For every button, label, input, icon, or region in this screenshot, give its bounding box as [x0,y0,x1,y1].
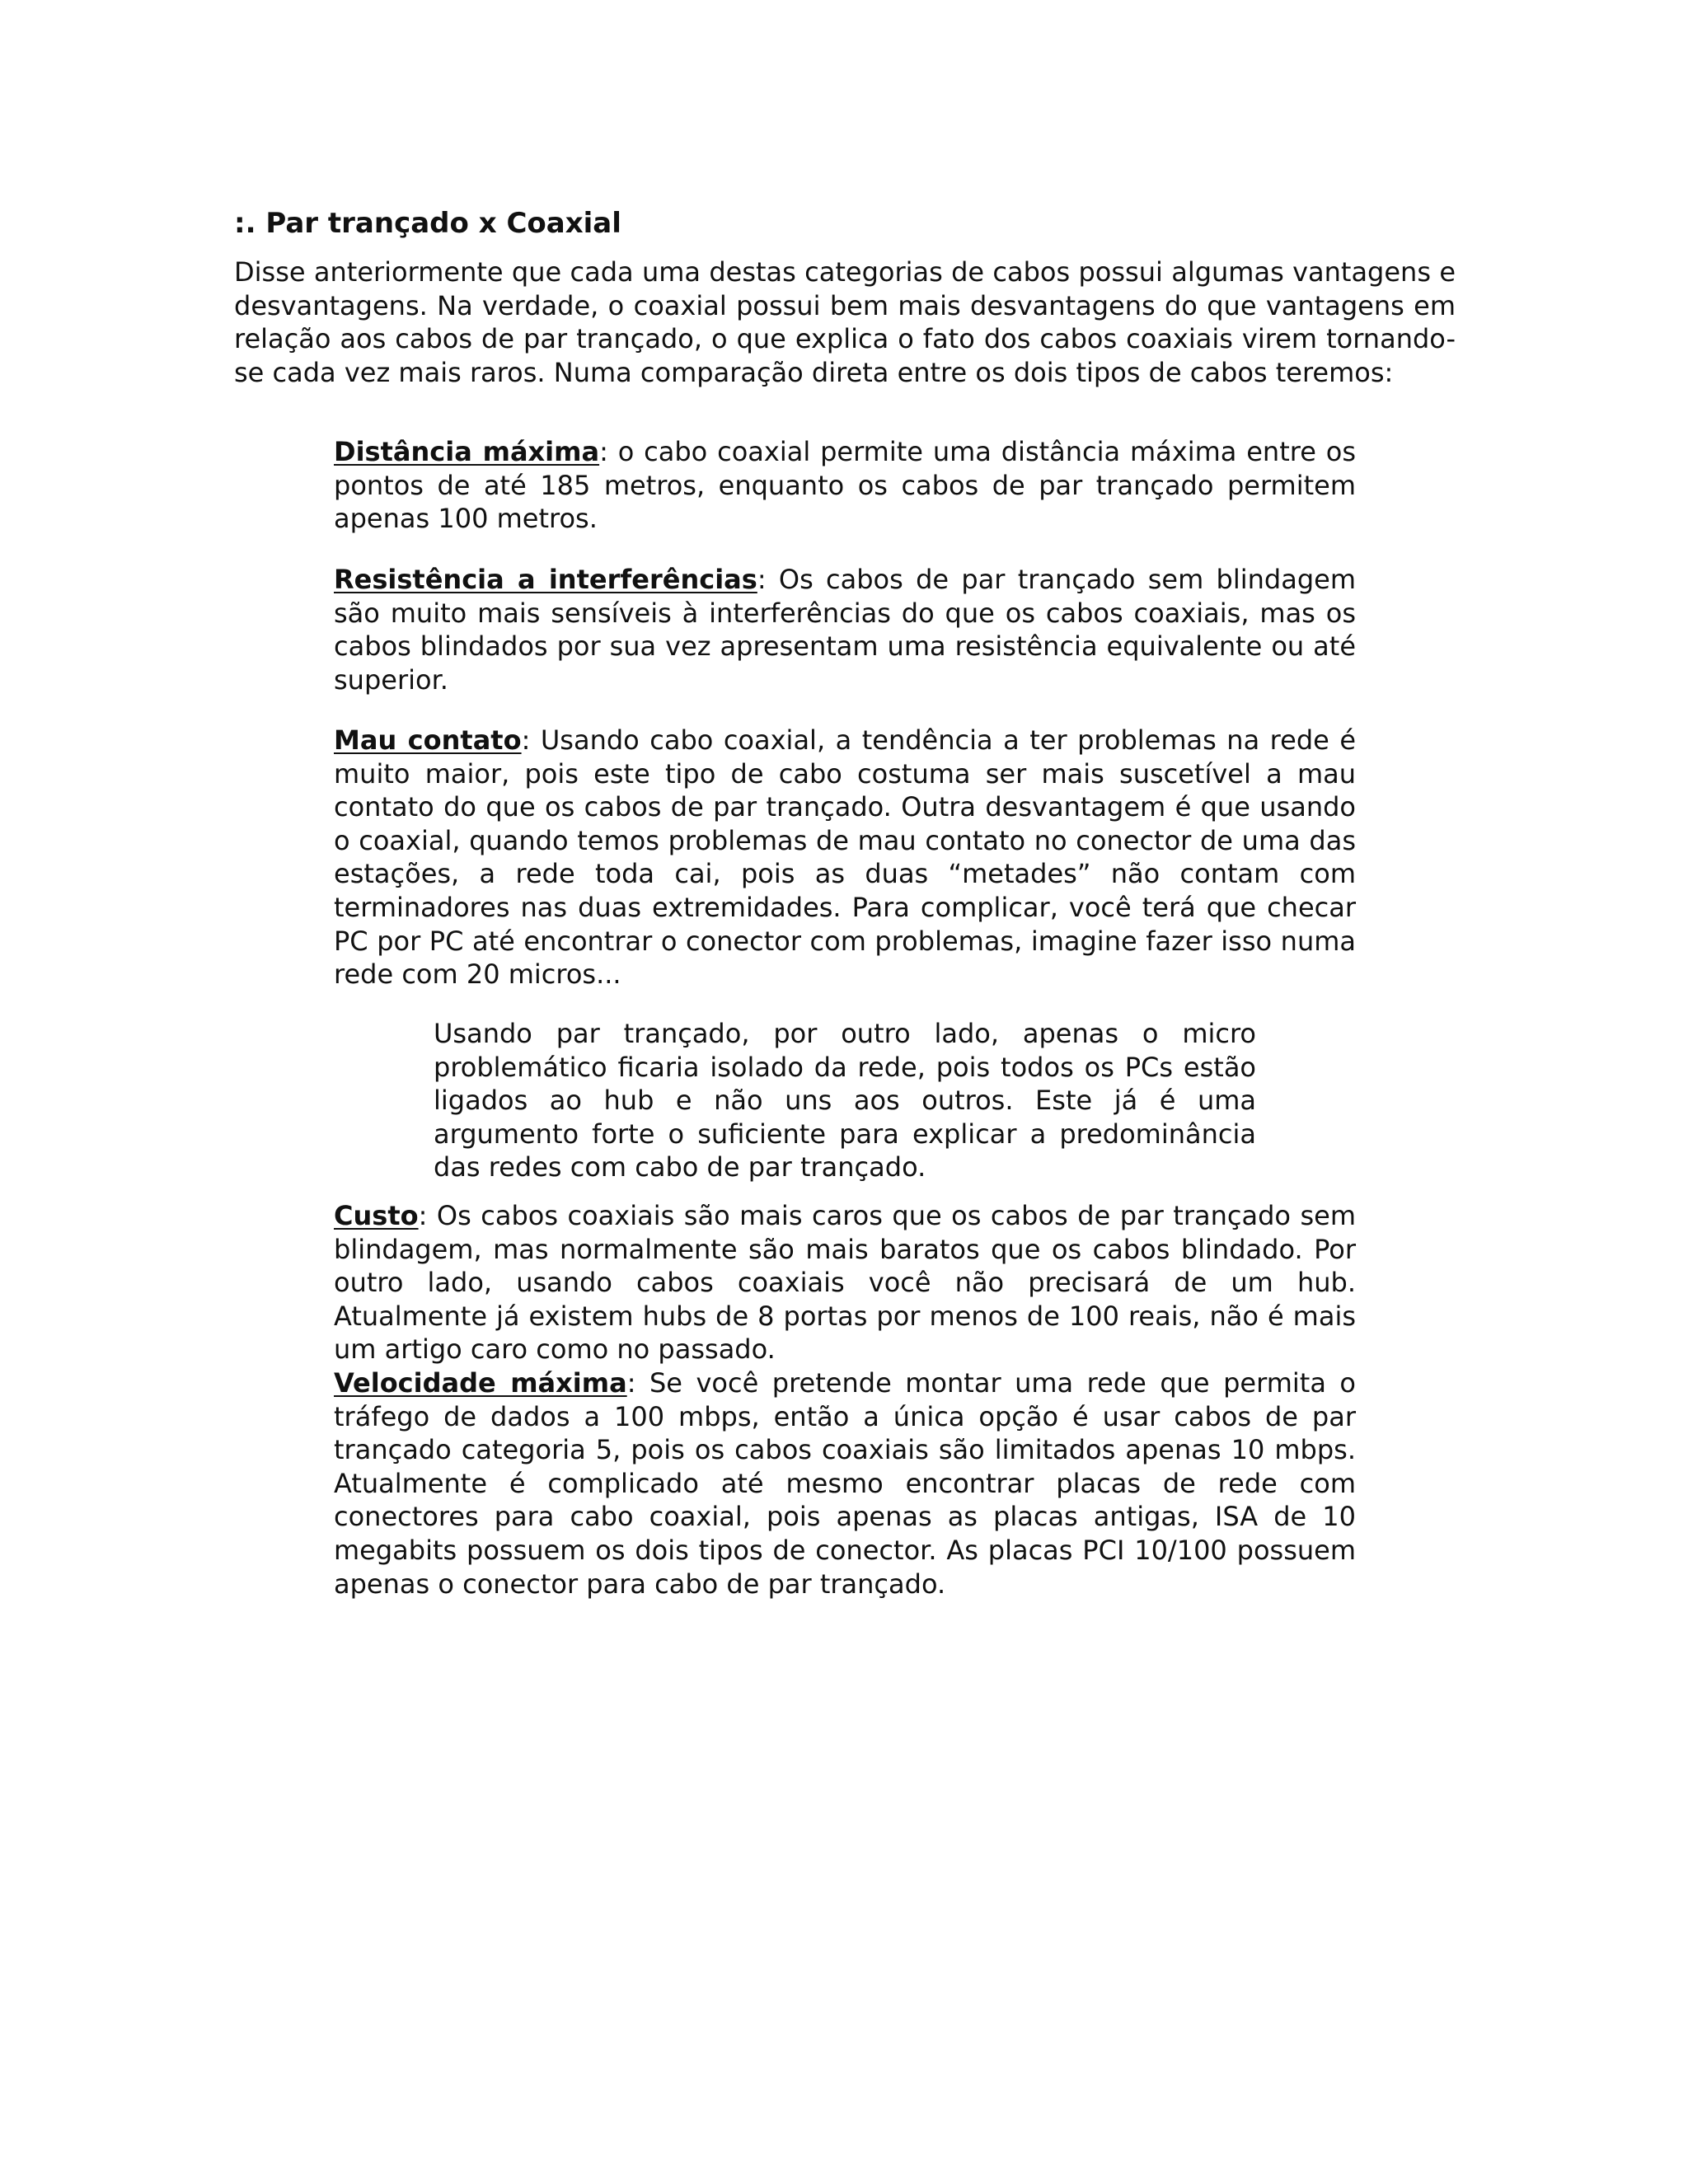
item-text-distancia-maxima: : o cabo coaxial permite uma distância máxima entre os pontos de até 185 metros, enquanto os cabos de par trançado permitem apenas 100 metros. [334,436,1357,535]
term-resistencia-interferencias: Resistência a interferências [334,564,757,595]
term-custo: Custo [334,1200,419,1231]
term-mau-contato: Mau contato [334,724,522,756]
item-text-resistencia-interferencias: : Os cabos de par trançado sem blindagem são muito mais sensíveis à interferências do que os cabos coaxiais, mas os cabos blindados por sua vez apresentam uma resistência equivalente ou até superior. [334,564,1357,696]
item-velocidade-maxima [334,1366,1356,1601]
section-heading: :. Par trançado x Coaxial [234,207,621,240]
item-text-mau-contato: : Usando cabo coaxial, a tendência a ter problemas na rede é muito maior, pois este tipo de cabo costuma ser mais suscetível a mau contato do que os cabos de par trançado. Outra desvantagem é que usando o coaxial, quando temos problemas de mau contato no conector de uma das estações, a rede toda cai, pois as duas “metades” não contam com terminadores nas duas extremidades. Para complicar, você terá que checar PC por PC até encontrar o conector com problemas, imagine fazer isso numa rede com 20 micros... [334,724,1357,991]
item-distancia-maxima [334,435,1356,536]
term-velocidade-maxima: Velocidade máxima [334,1367,627,1399]
item-mau-contato [334,724,1356,991]
item-text-velocidade-maxima: : Se você pretende montar uma rede que permita o tráfego de dados a 100 mbps, então a única opção é usar cabos de par trançado categoria 5, pois os cabos coaxiais são limitados apenas 10 mbps. Atualmente é complicado até mesmo encontrar placas de rede com conectores para cabo coaxial, pois apenas as placas antigas, ISA de 10 megabits possuem os dois tipos de conector. As placas PCI 10/100 possuem apenas o conector para cabo de par trançado. [334,1367,1357,1600]
item-text-custo: : Os cabos coaxiais são mais caros que os cabos de par trançado sem blindagem, mas normalmente são mais baratos que os cabos blindado. Por outro lado, usando cabos coaxiais você não precisará de um hub. Atualmente já existem hubs de 8 portas por menos de 100 reais, não é mais um artigo caro como no passado. [334,1200,1356,1366]
intro-paragraph: Disse anteriormente que cada uma destas categorias de cabos possui algumas vantagens e desvantagens. Na verdade, o coaxial possui bem mais desvantagens do que vantagens em relação aos cabos de par trançado, o que explica o fato dos cabos coaxiais virem tornando-se cada vez mais raros. Numa comparação direta entre os dois tipos de cabos teremos: [234,256,1456,388]
item-custo [334,1199,1356,1366]
term-distancia-maxima: Distância máxima [334,436,600,467]
item-resistencia-interferencias [334,563,1356,696]
nested-paragraph: Usando par trançado, por outro lado, apenas o micro problemático ficaria isolado da rede, pois todos os PCs estão ligados ao hub e não uns aos outros. Este já é uma argumento forte o suficiente para explicar a predominância das redes com cabo de par trançado. [434,1018,1256,1183]
